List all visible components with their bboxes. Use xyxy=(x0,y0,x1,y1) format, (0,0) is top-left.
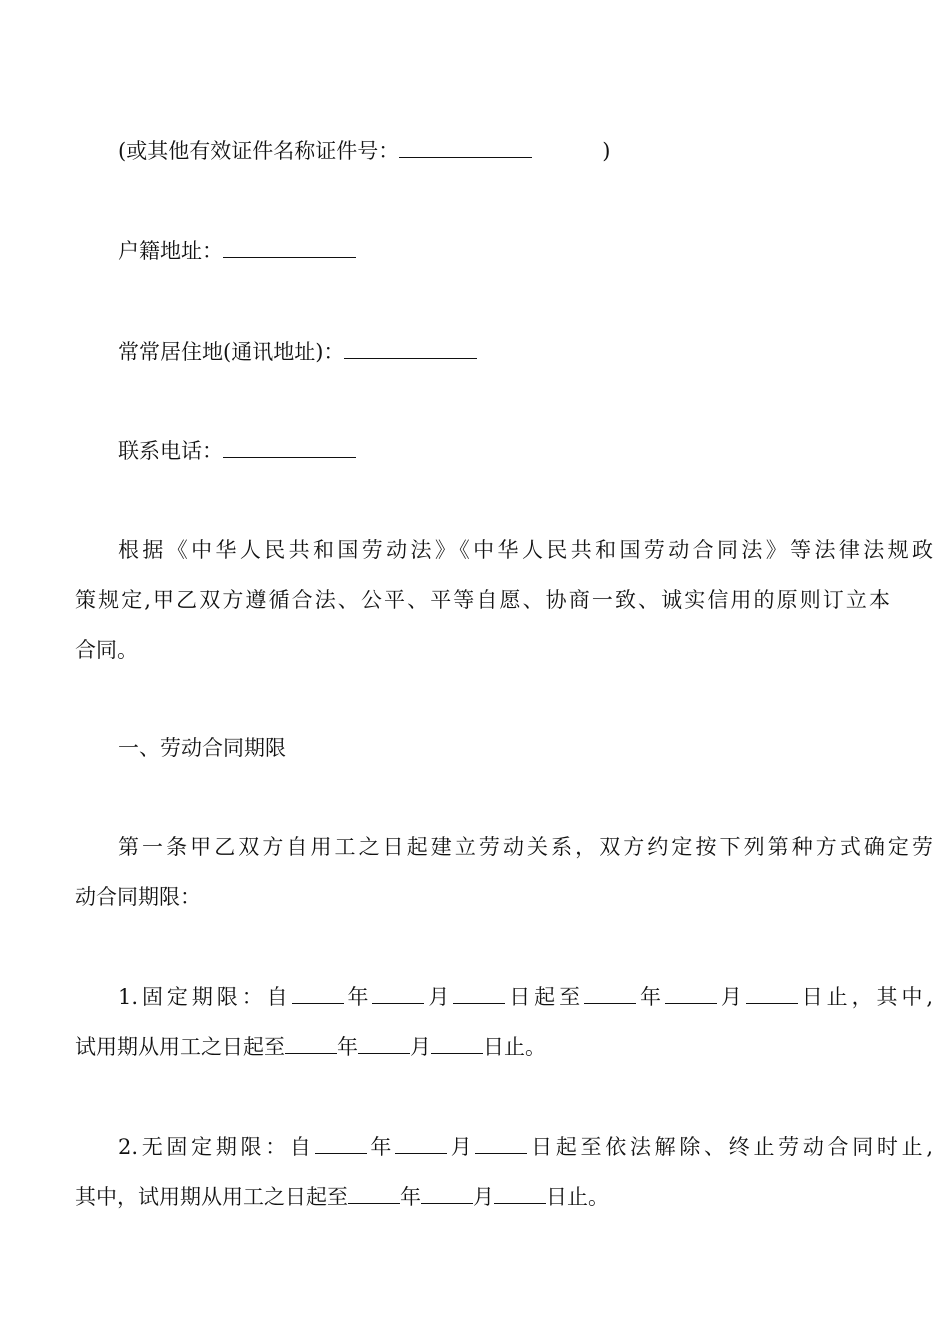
start-month-blank[interactable] xyxy=(372,983,424,1004)
year-unit: 年 xyxy=(400,1185,421,1209)
year-unit: 年 xyxy=(366,1135,396,1159)
open-term-line-2 xyxy=(75,1172,890,1222)
open-probation-year-blank[interactable] xyxy=(348,1183,400,1204)
year-unit: 年 xyxy=(337,1035,358,1059)
phone-field xyxy=(75,426,933,476)
month-unit: 月 xyxy=(473,1185,494,1209)
start-day-blank[interactable] xyxy=(453,983,505,1004)
open-probation-end-text: 日止。 xyxy=(546,1185,609,1209)
open-start-text: 日起至依法解除、终止劳动合同时止, xyxy=(527,1135,934,1159)
preamble-line-1: 根据《中华人民共和国劳动法》《中华人民共和国劳动合同法》等法律法规政 xyxy=(118,538,933,562)
open-probation-month-blank[interactable] xyxy=(421,1183,473,1204)
fixed-term-line-1 xyxy=(75,972,933,1022)
probation-month-blank[interactable] xyxy=(358,1033,410,1054)
start-year-blank[interactable] xyxy=(292,983,344,1004)
phone-blank[interactable] xyxy=(223,437,356,458)
section-heading: 一、劳动合同期限 xyxy=(118,736,286,760)
month-unit: 月 xyxy=(447,1135,476,1159)
residence-blank[interactable] xyxy=(344,338,477,359)
month-unit: 月 xyxy=(716,985,746,1009)
open-probation-label: 其中，试用期从用工之日起至 xyxy=(75,1185,348,1209)
end-year-blank[interactable] xyxy=(584,983,636,1004)
other-id-blank[interactable] xyxy=(399,137,532,158)
end-day-blank[interactable] xyxy=(746,983,798,1004)
residence-label: 常常居住地(通讯地址)： xyxy=(118,340,345,364)
year-unit: 年 xyxy=(343,985,373,1009)
article1-line-1: 第一条甲乙双方自用工之日起建立劳动关系，双方约定按下列第种方式确定劳 xyxy=(118,835,933,859)
household-address-field xyxy=(75,226,933,276)
fixed-term-line-2 xyxy=(75,1022,890,1072)
other-id-close: ) xyxy=(602,139,611,163)
other-id-field xyxy=(75,126,933,176)
open-start-month-blank[interactable] xyxy=(395,1133,447,1154)
residence-field xyxy=(75,327,933,377)
end-month-blank[interactable] xyxy=(665,983,717,1004)
preamble-line-2: 策规定,甲乙双方遵循合法、公平、平等自愿、协商一致、诚实信用的原则订立本 xyxy=(75,588,890,612)
open-term-label: 2.无固定期限：自 xyxy=(118,1135,315,1159)
household-address-blank[interactable] xyxy=(223,237,356,258)
month-unit: 月 xyxy=(424,985,454,1009)
probation-day-blank[interactable] xyxy=(431,1033,483,1054)
open-term-line-1 xyxy=(75,1122,933,1172)
probation-label: 试用期从用工之日起至 xyxy=(75,1035,285,1059)
open-probation-day-blank[interactable] xyxy=(494,1183,546,1204)
probation-year-blank[interactable] xyxy=(285,1033,337,1054)
preamble-line-3: 合同。 xyxy=(75,638,138,662)
phone-label: 联系电话： xyxy=(118,439,223,463)
open-start-year-blank[interactable] xyxy=(315,1133,367,1154)
start-to-text: 日起至 xyxy=(505,985,585,1009)
fixed-term-label: 1.固定期限：自 xyxy=(118,985,292,1009)
other-id-label: (或其他有效证件名称证件号： xyxy=(118,139,400,163)
household-address-label: 户籍地址： xyxy=(118,239,223,263)
open-start-day-blank[interactable] xyxy=(475,1133,527,1154)
article1-line-2: 动合同期限： xyxy=(75,885,201,909)
month-unit: 月 xyxy=(410,1035,431,1059)
year-unit: 年 xyxy=(636,985,665,1009)
probation-end-text: 日止。 xyxy=(483,1035,546,1059)
end-text: 日止，其中, xyxy=(797,985,934,1009)
